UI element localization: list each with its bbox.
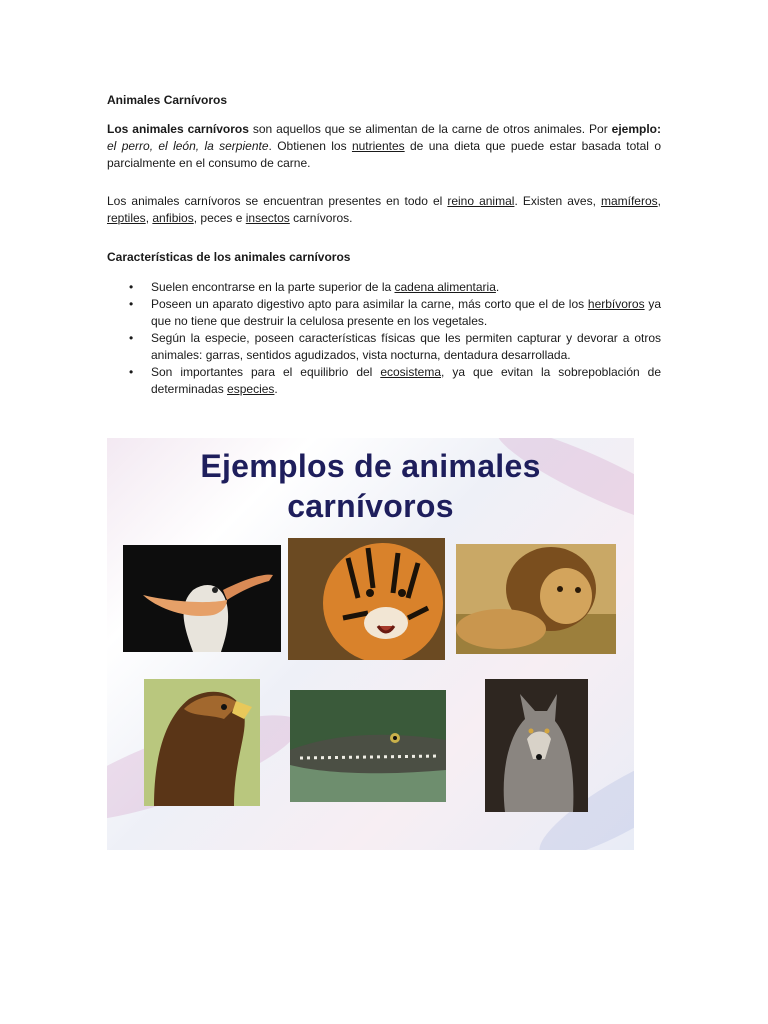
figure-title-line1: Ejemplos de animales (200, 448, 541, 484)
text-run: ya que no tiene que destruir la celulosa presente en los vegetales. (151, 297, 661, 328)
link-especies[interactable]: especies (227, 382, 275, 396)
text-run: . (495, 280, 500, 294)
crocodile-photo (290, 690, 446, 802)
tiger-photo (288, 538, 445, 660)
link-herbivoros[interactable]: herbívoros (587, 297, 645, 311)
bullet-icon: • (129, 365, 134, 379)
list-item (107, 279, 661, 296)
text-run: . (274, 382, 278, 396)
text-run: , peces e (193, 211, 246, 225)
document-body (107, 92, 661, 398)
text-run: . Existen aves, (514, 194, 601, 208)
lead-text: Los animales carnívoros (107, 122, 249, 136)
lion-photo (456, 544, 616, 654)
examples-text: el perro, el león, la serpiente (107, 139, 269, 153)
text-run: , ya que evitan la sobrepoblación de determinadas (151, 365, 662, 396)
link-ecosistema[interactable]: ecosistema (380, 365, 442, 379)
text-run: Suelen encontrarse en la parte superior de la (151, 280, 395, 294)
text-run: Los animales carnívoros se encuentran presentes en todo el (107, 194, 448, 208)
text-run: , (657, 194, 661, 208)
text-run: Son importantes para el equilibrio del (151, 365, 381, 379)
bullet-icon: • (129, 331, 134, 345)
section-heading: Características de los animales carnívoros (107, 250, 351, 264)
link-cadena-alimentaria[interactable]: cadena alimentaria (394, 280, 496, 294)
text-run: , (145, 211, 153, 225)
page-title: Animales Carnívoros (107, 93, 228, 107)
text-run: Poseen un aparato digestivo apto para asimilar la carne, más corto que el de los (151, 297, 588, 311)
list-item (107, 296, 661, 330)
figure-title-line2: carnívoros (287, 488, 454, 524)
text-run: carnívoros. (289, 211, 353, 225)
wolf-photo (485, 679, 588, 812)
list-item (107, 364, 661, 398)
text-run: Según la especie, poseen características físicas que les permiten capturar y devorar a otros animales: garras, sentidos agudizados, vista nocturna, dentadura desarrollada. (151, 331, 661, 362)
text-run: son aquellos que se alimentan de la carne de otros animales. Por (248, 122, 612, 136)
text-run: de una dieta que puede estar basada total o parcialmente en el consumo de carne. (107, 139, 661, 170)
link-insectos[interactable]: insectos (245, 211, 290, 225)
link-mamiferos[interactable]: mamíferos (600, 194, 658, 208)
eagle-photo (144, 679, 260, 806)
figure-title (107, 446, 634, 526)
link-nutrientes[interactable]: nutrientes (351, 139, 405, 153)
ejemplo-label: ejemplo: (611, 122, 661, 136)
text-run: . Obtienen los (268, 139, 352, 153)
paragraph-intro (107, 121, 661, 172)
link-anfibios[interactable]: anfibios (152, 211, 194, 225)
bullet-icon: • (129, 280, 134, 294)
link-reino-animal[interactable]: reino animal (447, 194, 515, 208)
bullet-icon: • (129, 297, 134, 311)
link-reptiles[interactable]: reptiles (107, 211, 146, 225)
list-item (107, 330, 661, 364)
carnivores-figure (107, 438, 634, 850)
pelican-photo (123, 545, 281, 652)
paragraph-presence (107, 193, 661, 227)
characteristics-list (107, 279, 661, 398)
